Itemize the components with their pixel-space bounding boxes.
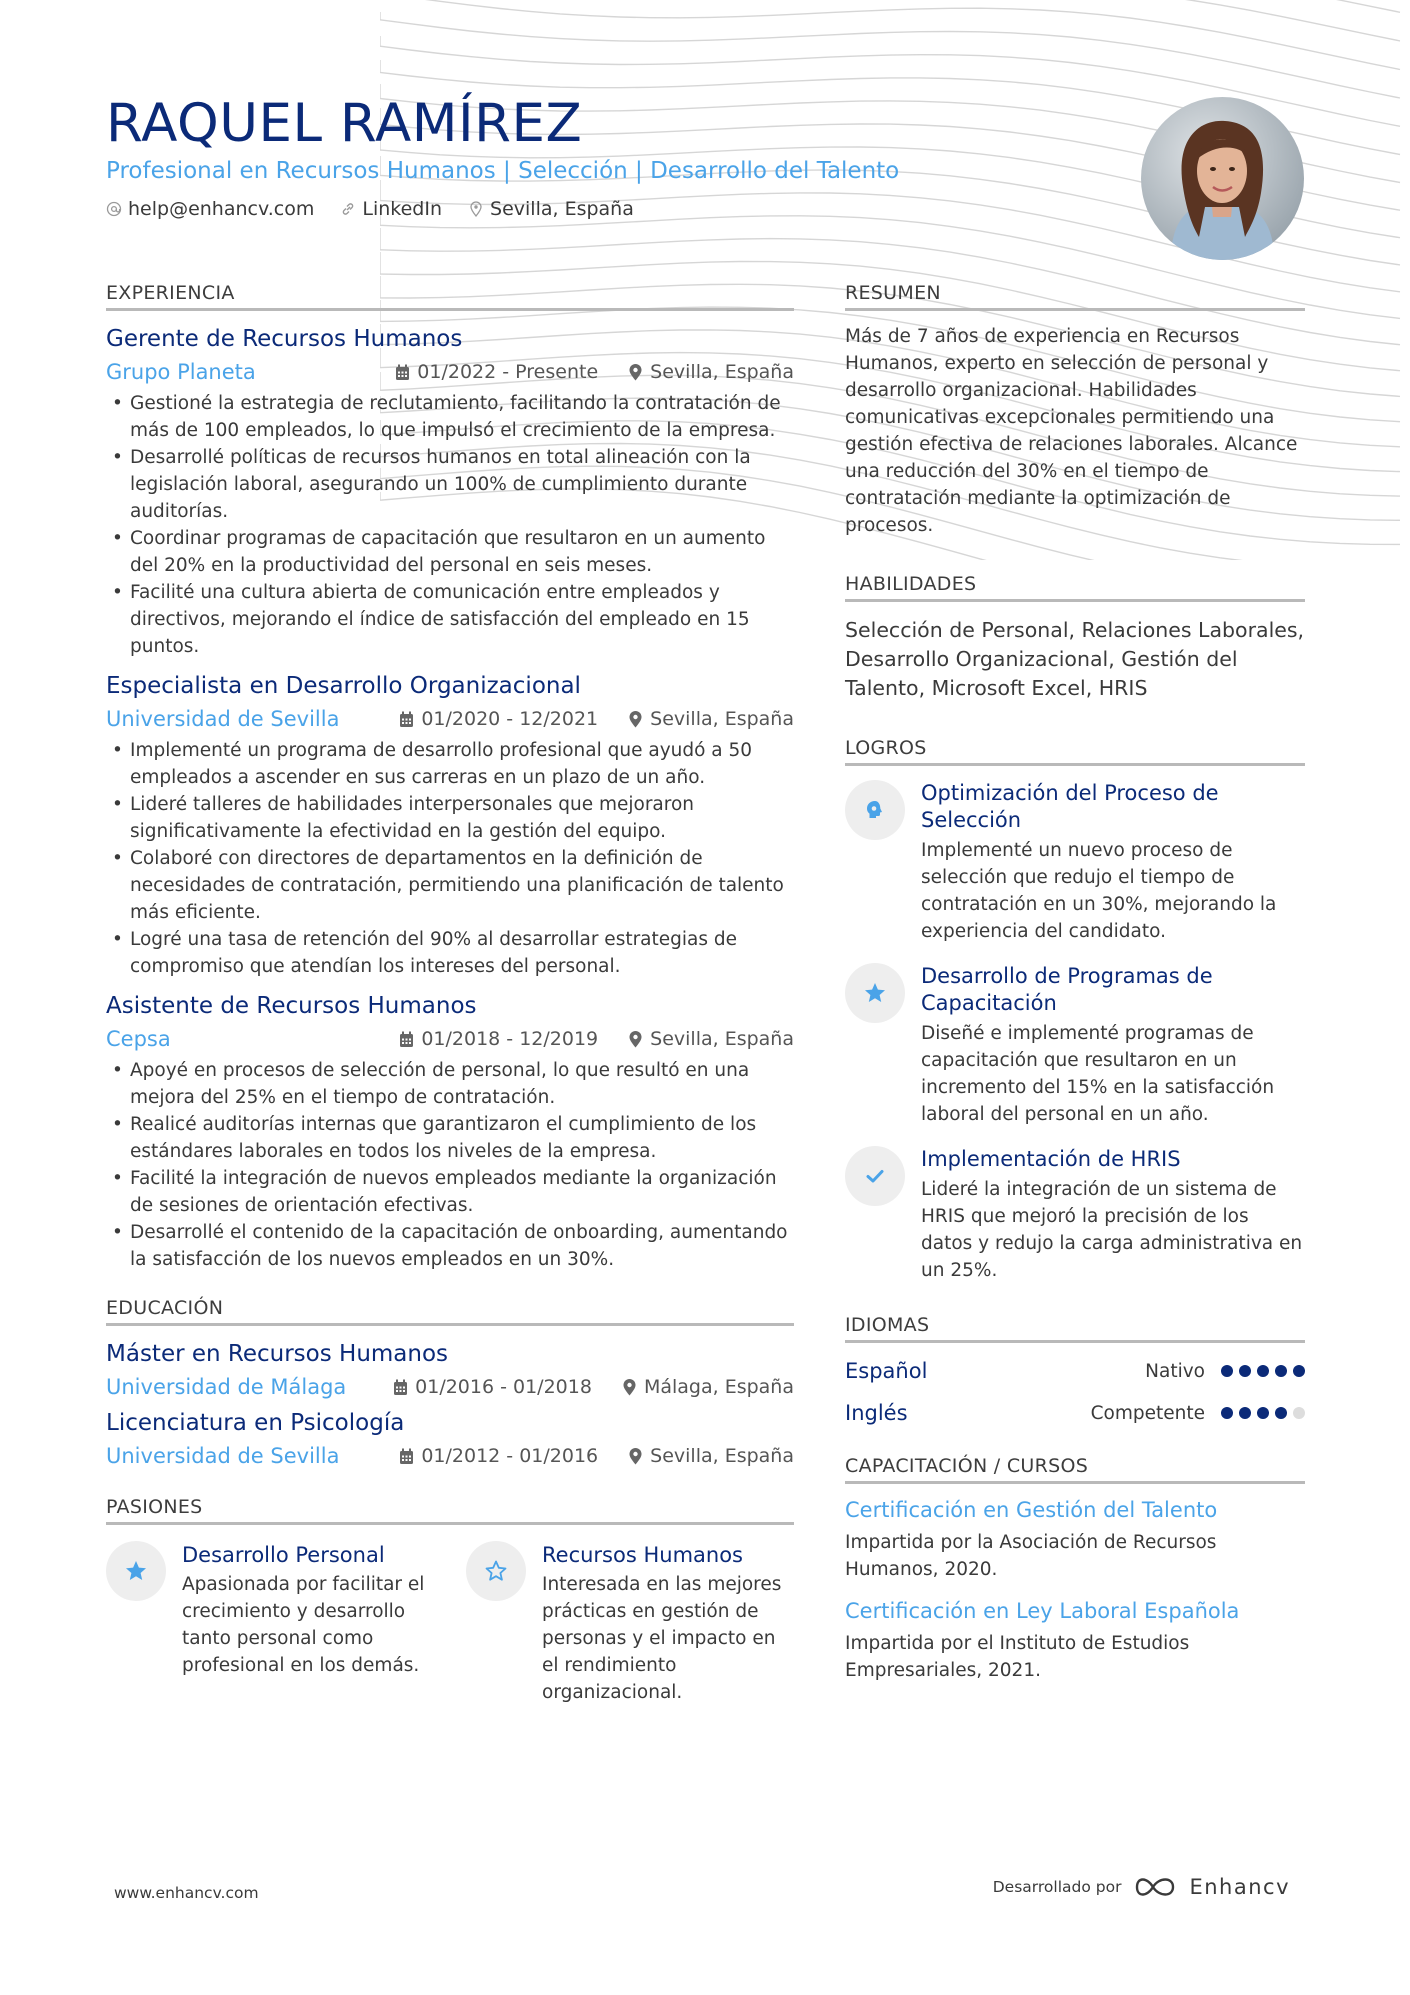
- contact-linkedin[interactable]: [340, 198, 442, 220]
- passion-title: Desarrollo Personal: [182, 1543, 385, 1567]
- summary-heading: RESUMEN: [845, 282, 1305, 311]
- proficiency-dot: [1275, 1407, 1287, 1419]
- achievement-text: [921, 1146, 1305, 1284]
- bullet-item: • Apoyé en procesos de selección de personal, lo que resultó en una mejora del 25% en el tiempo de contratación.: [106, 1057, 794, 1111]
- location-pin-icon: [468, 201, 484, 217]
- date-text: 01/2012 - 01/2016: [421, 1445, 599, 1467]
- wave-line: [380, 0, 1400, 41]
- language-level: Competente: [1090, 1402, 1205, 1424]
- calendar-icon: [399, 1031, 414, 1048]
- achievement-title: Implementación de HRIS: [921, 1147, 1181, 1171]
- bullet-item: • Coordinar programas de capacitación que resultaron en un aumento del 20% en la productividad del personal en seis meses.: [106, 525, 794, 579]
- achievements-heading: LOGROS: [845, 737, 1305, 766]
- achievement-description: Diseñé e implementé programas de capacitación que resultaron en un incremento del 15% en la satisfacción laboral del personal en un año.: [921, 1023, 1275, 1125]
- meta-right: [395, 361, 794, 383]
- course-title: Certificación en Gestión del Talento: [845, 1498, 1218, 1522]
- bullet-item: • Facilité la integración de nuevos empleados mediante la organización de sesiones de orientación efectivas.: [106, 1165, 794, 1219]
- passion-text: [542, 1541, 786, 1706]
- achievement-description: Implementé un nuevo proceso de selección que redujo el tiempo de contratación en un 30%, mejorando la experiencia del candidato.: [921, 840, 1277, 942]
- bullet-item: • Facilité una cultura abierta de comunicación entre empleados y directivos, mejorando el índice de satisfacción del empleado en 15 puntos.: [106, 579, 794, 660]
- language-level: Nativo: [1145, 1360, 1205, 1382]
- language-level-group: [1145, 1361, 1305, 1382]
- contact-email[interactable]: [106, 198, 314, 220]
- location: [622, 1376, 794, 1398]
- bullet-item: • Realicé auditorías internas que garantizaron el cumplimiento de los estándares laborales en todos los niveles de la empresa.: [106, 1111, 794, 1165]
- contact-location: [468, 198, 634, 220]
- email-text: help@enhancv.com: [128, 198, 315, 220]
- proficiency-dot: [1293, 1365, 1305, 1377]
- location: [628, 1445, 794, 1467]
- skills-heading: HABILIDADES: [845, 573, 1305, 602]
- course-item: [845, 1597, 1305, 1684]
- proficiency-dot: [1293, 1407, 1305, 1419]
- location-pin-icon: [628, 1031, 643, 1048]
- location-text: Sevilla, España: [650, 361, 794, 383]
- passion-description: Apasionada por facilitar el crecimiento y desarrollo tanto personal como profesional en los demás.: [182, 1574, 425, 1676]
- location-text: Sevilla, España: [650, 1028, 794, 1050]
- achievement-item: [845, 1146, 1305, 1284]
- location-text: Málaga, España: [643, 1376, 794, 1398]
- passion-description: Interesada en las mejores prácticas en gestión de personas y el impacto en el rendimiento organizacional.: [542, 1574, 782, 1703]
- language-name: Inglés: [845, 1401, 908, 1425]
- meta-right: [399, 708, 794, 730]
- date-range: [399, 708, 598, 730]
- location-text: Sevilla, España: [650, 1445, 794, 1467]
- enhancv-logo-icon: [1133, 1875, 1177, 1899]
- school-name: Universidad de Sevilla: [106, 1444, 340, 1468]
- location: [628, 708, 794, 730]
- calendar-icon: [395, 364, 410, 381]
- school-name: Universidad de Málaga: [106, 1375, 347, 1399]
- achievement-item: [845, 780, 1305, 945]
- powered-by-text: Desarrollado por: [992, 1878, 1122, 1896]
- star-icon: [845, 963, 905, 1023]
- calendar-icon: [399, 711, 414, 728]
- profile-photo: [1141, 97, 1304, 260]
- proficiency-dot: [1275, 1365, 1287, 1377]
- passions-list: [106, 1541, 794, 1706]
- bullet-item: • Logré una tasa de retención del 90% al desarrollar estrategias de compromiso que atendían los intereses del personal.: [106, 926, 794, 980]
- course-title: Certificación en Ley Laboral Española: [845, 1599, 1240, 1623]
- star-outline-icon: [466, 1541, 526, 1601]
- education-entry: [106, 1338, 794, 1401]
- experience-list: [106, 323, 794, 1273]
- passion-text: [182, 1541, 426, 1706]
- bullet-item: • Implementé un programa de desarrollo profesional que ayudó a 50 empleados a ascender en sus carreras en un plazo de un año.: [106, 737, 794, 791]
- location-pin-icon: [628, 364, 643, 381]
- date-range: [395, 361, 598, 383]
- star-filled-icon: [106, 1541, 166, 1601]
- languages-heading: IDIOMAS: [845, 1314, 1305, 1343]
- language-name: Español: [845, 1359, 928, 1383]
- job-title: Especialista en Desarrollo Organizacional: [106, 673, 581, 699]
- achievement-text: [921, 780, 1305, 945]
- job-bullets: [106, 1057, 794, 1273]
- achievement-item: [845, 963, 1305, 1128]
- passions-heading: PASIONES: [106, 1496, 794, 1525]
- left-column: [106, 282, 794, 1706]
- language-level-group: [1091, 1403, 1305, 1424]
- date-text: 01/2022 - Presente: [417, 361, 599, 383]
- date-text: 01/2020 - 12/2021: [421, 708, 599, 730]
- proficiency-dots: [1221, 1365, 1305, 1377]
- date-text: 01/2018 - 12/2019: [421, 1028, 599, 1050]
- proficiency-dot: [1239, 1365, 1251, 1377]
- bullet-item: • Colaboré con directores de departamentos en la definición de necesidades de contratación, permitiendo una planificación de talento más eficiente.: [106, 845, 794, 926]
- company-name: Cepsa: [106, 1027, 171, 1051]
- degree-title: Licenciatura en Psicología: [106, 1410, 405, 1436]
- job-title: Gerente de Recursos Humanos: [106, 326, 463, 352]
- calendar-icon: [393, 1379, 408, 1396]
- course-item: [845, 1496, 1305, 1583]
- passion-title: Recursos Humanos: [542, 1543, 743, 1567]
- location: [628, 1028, 794, 1050]
- language-row: [845, 1357, 1305, 1385]
- job-bullets: [106, 390, 794, 660]
- footer-brand: [993, 1875, 1290, 1899]
- right-column: [845, 282, 1305, 1684]
- skills-text: Selección de Personal, Relaciones Laborales, Desarrollo Organizacional, Gestión del Talento, Microsoft Excel, HRIS: [845, 618, 1305, 700]
- degree-title: Máster en Recursos Humanos: [106, 1341, 449, 1367]
- location-pin-icon: [628, 1448, 643, 1465]
- link-icon: [340, 201, 356, 217]
- header: [106, 92, 899, 220]
- check-icon: [845, 1146, 905, 1206]
- achievement-title: Desarrollo de Programas de Capacitación: [921, 964, 1213, 1015]
- brain-icon: [845, 780, 905, 840]
- location-text: Sevilla, España: [490, 198, 634, 220]
- candidate-name: RAQUEL RAMÍREZ: [106, 93, 583, 154]
- experience-heading: EXPERIENCIA: [106, 282, 794, 311]
- meta-right: [399, 1028, 794, 1050]
- company-name: Universidad de Sevilla: [106, 707, 340, 731]
- date-text: 01/2016 - 01/2018: [415, 1376, 592, 1398]
- date-range: [399, 1445, 598, 1467]
- job-entry: [106, 323, 794, 660]
- bullet-item: • Gestioné la estrategia de reclutamiento, facilitando la contratación de más de 100 empleados, lo que impulsó el crecimiento de la empresa.: [106, 390, 794, 444]
- languages-list: [845, 1357, 1305, 1427]
- location-pin-icon: [622, 1379, 637, 1396]
- courses-list: [845, 1496, 1305, 1684]
- location-pin-icon: [628, 711, 643, 728]
- calendar-icon: [399, 1448, 414, 1465]
- proficiency-dot: [1239, 1407, 1251, 1419]
- achievement-description: Lideré la integración de un sistema de HRIS que mejoró la precisión de los datos y redujo la carga administrativa en un 25%.: [921, 1179, 1303, 1281]
- contact-row: [106, 198, 899, 220]
- achievements-list: [845, 780, 1305, 1284]
- job-meta: [106, 705, 794, 733]
- company-name: Grupo Planeta: [106, 360, 256, 384]
- job-title: Asistente de Recursos Humanos: [106, 993, 477, 1019]
- job-bullets: [106, 737, 794, 980]
- avatar: [1141, 97, 1304, 260]
- course-description: Impartida por el Instituto de Estudios Empresariales, 2021.: [845, 1633, 1190, 1681]
- education-list: [106, 1338, 794, 1470]
- bullet-item: • Desarrollé el contenido de la capacitación de onboarding, aumentando la satisfacción de los nuevos empleados en un 30%.: [106, 1219, 794, 1273]
- location: [628, 361, 794, 383]
- passion-item: [106, 1541, 426, 1706]
- course-description: Impartida por la Asociación de Recursos Humanos, 2020.: [845, 1532, 1217, 1580]
- footer-website[interactable]: www.enhancv.com: [114, 1884, 259, 1902]
- date-range: [393, 1376, 592, 1398]
- bullet-item: • Lideré talleres de habilidades interpersonales que mejoraron significativamente la efectividad en la gestión del equipo.: [106, 791, 794, 845]
- proficiency-dots: [1221, 1407, 1305, 1419]
- passion-item: [466, 1541, 786, 1706]
- linkedin-text: LinkedIn: [362, 198, 443, 220]
- job-entry: [106, 990, 794, 1273]
- proficiency-dot: [1221, 1407, 1233, 1419]
- bullet-item: • Desarrollé políticas de recursos humanos en total alineación con la legislación laboral, asegurando un 100% de cumplimiento durante auditorías.: [106, 444, 794, 525]
- proficiency-dot: [1257, 1407, 1269, 1419]
- proficiency-dot: [1221, 1365, 1233, 1377]
- education-entry: [106, 1407, 794, 1470]
- summary-text: Más de 7 años de experiencia en Recursos Humanos, experto en selección de personal y desarrollo organizacional. Habilidades comunicativas excepcionales permitiendo una gestión efectiva de relaciones laborales. Alcance una reducción del 30% en el tiempo de contratación mediante la optimización de procesos.: [845, 326, 1298, 536]
- achievement-text: [921, 963, 1305, 1128]
- location-text: Sevilla, España: [650, 708, 794, 730]
- meta-right: [393, 1376, 794, 1398]
- language-row: [845, 1399, 1305, 1427]
- edu-meta: [106, 1373, 794, 1401]
- date-range: [399, 1028, 598, 1050]
- courses-heading: CAPACITACIÓN / CURSOS: [845, 1455, 1305, 1484]
- job-entry: [106, 670, 794, 980]
- job-meta: [106, 1025, 794, 1053]
- edu-meta: [106, 1442, 794, 1470]
- education-heading: EDUCACIÓN: [106, 1297, 794, 1326]
- achievement-title: Optimización del Proceso de Selección: [921, 781, 1219, 832]
- proficiency-dot: [1257, 1365, 1269, 1377]
- candidate-title: Profesional en Recursos Humanos | Selección | Desarrollo del Talento: [106, 158, 900, 184]
- brand-name: Enhancv: [1189, 1875, 1290, 1899]
- meta-right: [399, 1445, 794, 1467]
- job-meta: [106, 358, 794, 386]
- at-icon: [106, 201, 122, 217]
